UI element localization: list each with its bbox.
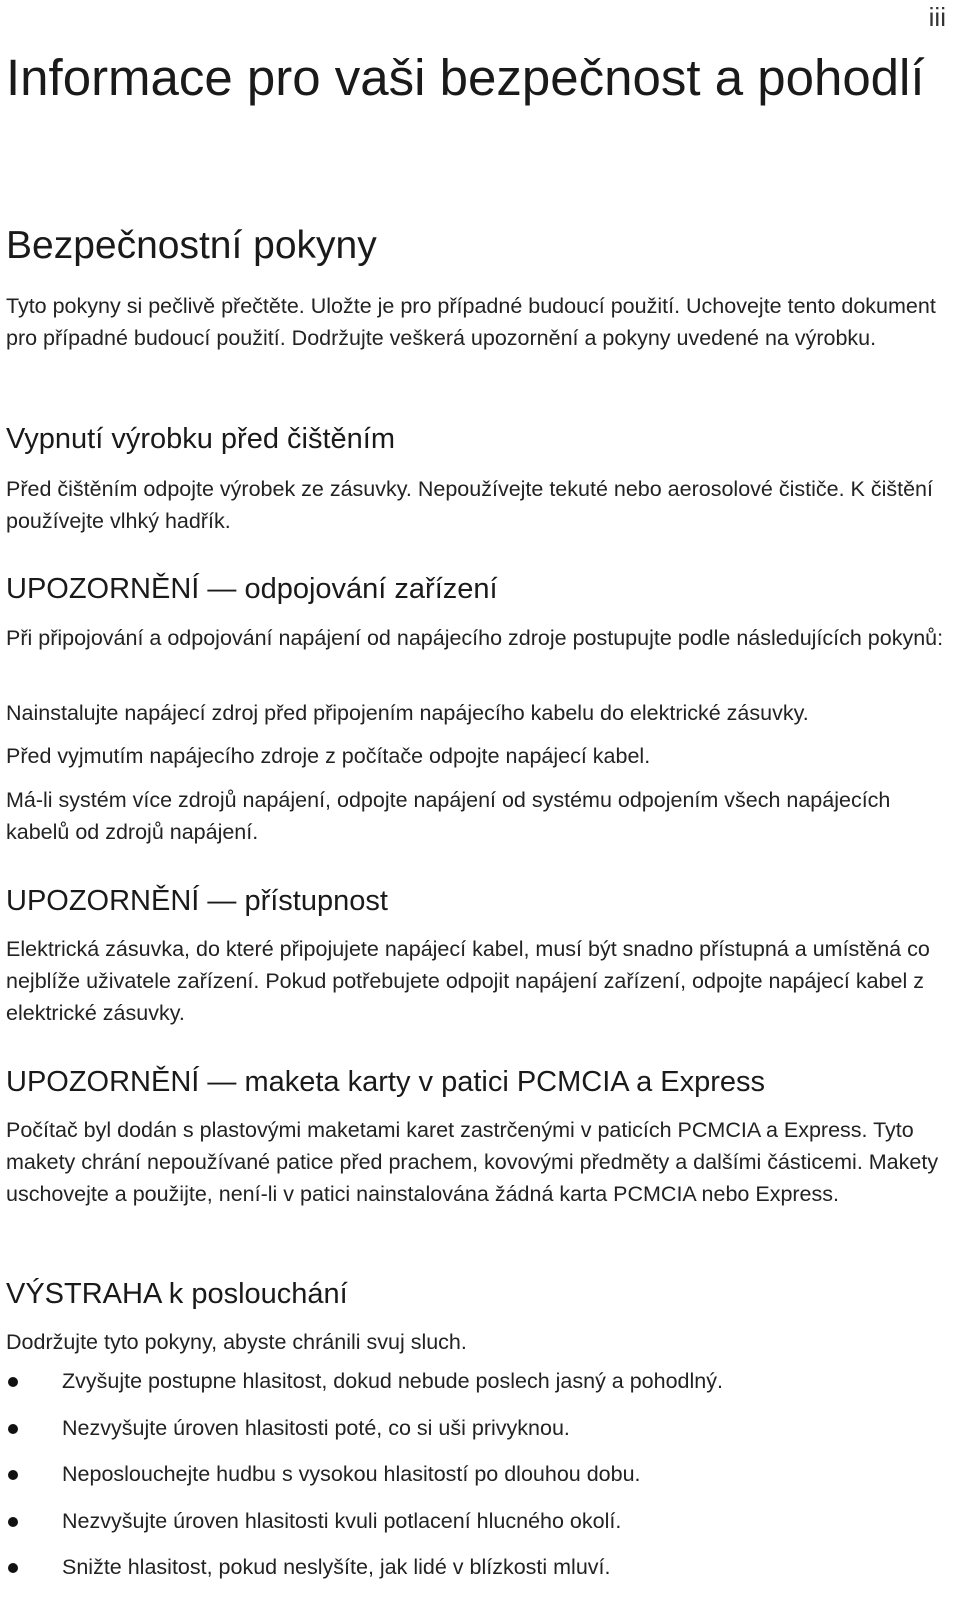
paragraph-hearing-intro: Dodržujte tyto pokyny, abyste chránili svuj sluch.	[6, 1330, 467, 1354]
heading-safety: Bezpečnostní pokyny	[6, 224, 377, 267]
list-item-text: Nezvyšujte úroven hlasitosti kvuli potlacení hlucného okolí.	[62, 1508, 622, 1533]
paragraph-disconnect-1: Při připojování a odpojování napájení od napájecího zdroje postupujte podle následujících pokynů:	[6, 626, 944, 650]
heading-disconnect: UPOZORNĚNÍ — odpojování zařízení	[6, 573, 498, 605]
paragraph-dummy-card: Počítač byl dodán s plastovými maketami karet zastrčenými v paticích PCMCIA a Express. Tyto makety chrání nepoužívané patice před prachem, kovovými předměty a dalšími částicemi. Makety uschovejte a použijte, není-li v patici nainstalována žádná karta PCMCIA nebo Express.	[6, 1118, 939, 1206]
bullet-icon	[8, 1517, 18, 1527]
page-number: iii	[928, 2, 946, 32]
heading-cleaning: Vypnutí výrobku před čištěním	[6, 423, 395, 455]
heading-dummy-card: UPOZORNĚNÍ — maketa karty v patici PCMCIA a Express	[6, 1066, 766, 1098]
list-item	[0, 1368, 950, 1415]
bullet-icon	[8, 1470, 18, 1480]
list-item-text: Nezvyšujte úroven hlasitosti poté, co si uši privyknou.	[62, 1415, 570, 1440]
paragraph-cleaning: Před čištěním odpojte výrobek ze zásuvky. Nepoužívejte tekuté nebo aerosolové čističe. K čištění používejte vlhký hadřík.	[6, 477, 933, 533]
paragraph-safety: Tyto pokyny si pečlivě přečtěte. Uložte je pro případné budoucí použití. Uchovejte tento dokument pro případné budoucí použití. Dodržujte veškerá upozornění a pokyny uvedené na výrobku.	[6, 294, 936, 350]
list-item	[0, 1415, 950, 1462]
list-item	[0, 1461, 950, 1508]
bullet-icon	[8, 1563, 18, 1573]
page-title: Informace pro vaši bezpečnost a pohodlí	[6, 49, 925, 106]
heading-hearing: VÝSTRAHA k poslouchání	[6, 1278, 348, 1310]
paragraph-disconnect-4: Má-li systém více zdrojů napájení, odpojte napájení od systému odpojením všech napájecích kabelů od zdrojů napájení.	[6, 788, 891, 844]
bullet-icon	[8, 1377, 18, 1387]
paragraph-disconnect-2: Nainstalujte napájecí zdroj před připojením napájecího kabelu do elektrické zásuvky.	[6, 701, 809, 725]
heading-accessibility: UPOZORNĚNÍ — přístupnost	[6, 885, 388, 917]
list-item	[0, 1508, 950, 1555]
bullet-icon	[8, 1424, 18, 1434]
list-item-text: Snižte hlasitost, pokud neslyšíte, jak lidé v blízkosti mluví.	[62, 1555, 611, 1579]
list-item	[0, 1554, 950, 1601]
list-item-text: Neposlouchejte hudbu s vysokou hlasitostí po dlouhou dobu.	[62, 1462, 641, 1486]
list-item-text: Zvyšujte postupne hlasitost, dokud nebude poslech jasný a pohodlný.	[62, 1369, 723, 1393]
paragraph-accessibility: Elektrická zásuvka, do které připojujete napájecí kabel, musí být snadno přístupná a umístěná co nejblíže uživatele zařízení. Pokud potřebujete odpojit napájení zařízení, odpojte napájecí kabel z elektrické zásuvky.	[6, 937, 930, 1025]
paragraph-disconnect-3: Před vyjmutím napájecího zdroje z počítače odpojte napájecí kabel.	[6, 744, 651, 768]
hearing-bullet-list	[0, 1368, 950, 1601]
